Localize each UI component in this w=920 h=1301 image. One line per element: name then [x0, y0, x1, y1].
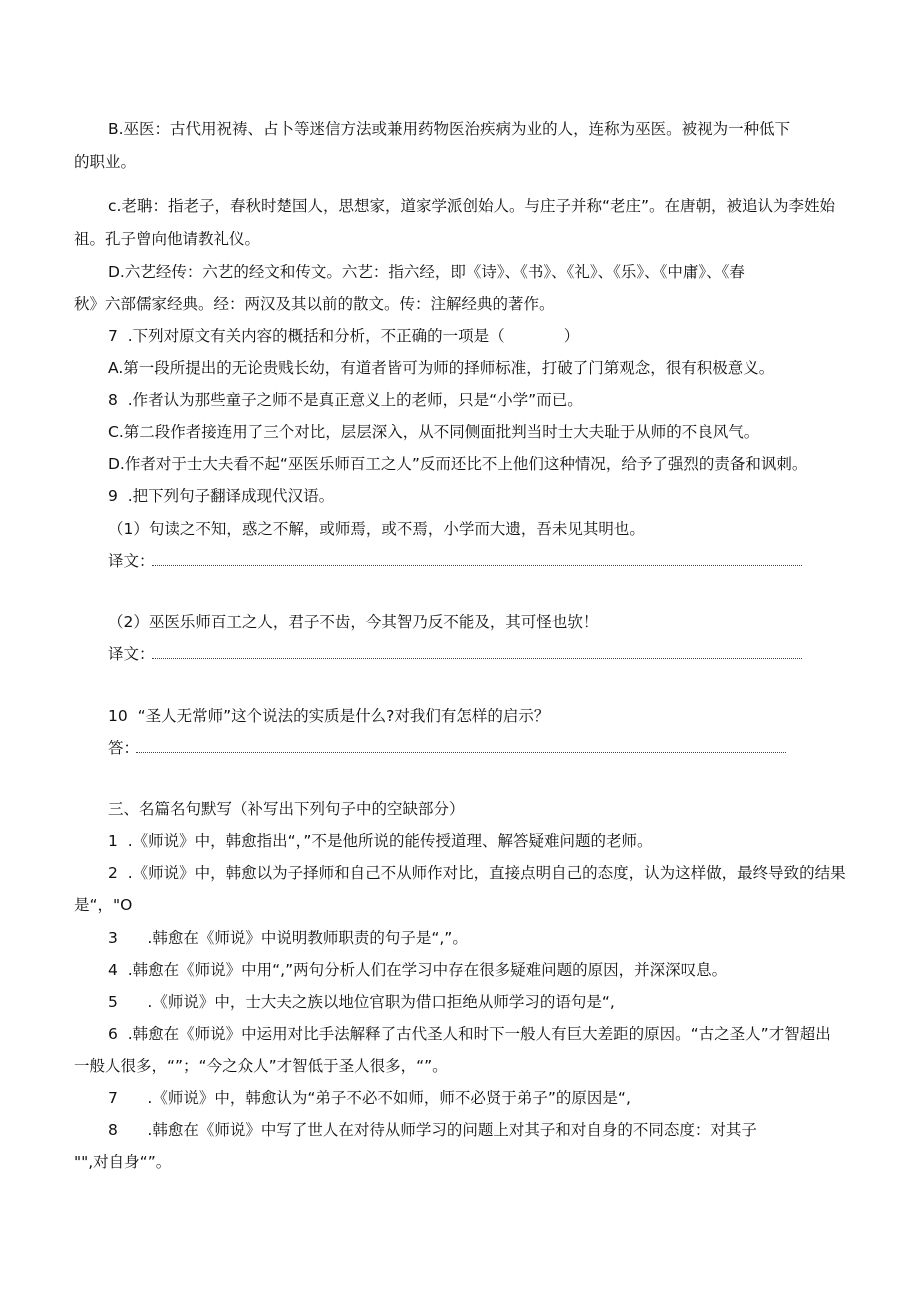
- q10-stem: 10 “圣人无常师”这个说法的实质是什么?对我们有怎样的启示？: [108, 707, 550, 725]
- section3-item-4: 4 .韩愈在《师说》中用“,”两句分析人们在学习中存在很多疑难问题的原因，并深深叹息。: [108, 961, 728, 979]
- section3-title: 三、名篇名句默写（补写出下列句子中的空缺部分）: [108, 800, 465, 818]
- q7-option-c: C.第二段作者接连用了三个对比，层层深入，从不同侧面批判当时士大夫耻于从师的不良风气。: [108, 423, 760, 441]
- section3-item-1: 1 .《师说》中，韩愈指出“，”不是他所说的能传授道理、解答疑难问题的老师。: [108, 832, 653, 850]
- q10-answer-line[interactable]: [136, 752, 786, 753]
- q9-answer-label-1: 译文：: [108, 552, 155, 570]
- section3-item-2-line2: 是“，"O: [74, 896, 133, 914]
- q9-sentence-2: （2）巫医乐师百工之人，君子不齿，今其智乃反不能及，其可怪也欤！: [108, 613, 599, 631]
- section3-item-8-line2: "",对自身“”。: [74, 1153, 172, 1171]
- section3-item-6-line2: 一般人很多，“”；“今之众人”才智低于圣人很多，“”。: [74, 1057, 448, 1075]
- q7-option-b: 8 .作者认为那些童子之师不是真正意义上的老师，只是“小学”而已。: [108, 391, 583, 409]
- section3-item-6-line1: 6 .韩愈在《师说》中运用对比手法解释了古代圣人和时下一般人有巨大差距的原因。“古之圣人”才智超出: [108, 1025, 831, 1043]
- q9-stem: 9 .把下列句子翻译成现代汉语。: [108, 487, 335, 505]
- option-b-line1: B.巫医：古代用祝祷、占卜等迷信方法或兼用药物医治疾病为业的人，连称为巫医。被视为一种低下: [108, 120, 791, 138]
- q9-answer-label-2: 译文：: [108, 645, 155, 663]
- option-b-line2: 的职业。: [74, 153, 137, 171]
- q7-stem: 7 .下列对原文有关内容的概括和分析，不正确的一项是（ ）: [108, 327, 580, 345]
- q10-answer-label: 答：: [108, 739, 140, 757]
- option-c-line2: 祖。孔子曾向他请教礼仪。: [74, 230, 261, 248]
- option-d-line1: D.六艺经传：六艺的经文和传文。六艺：指六经，即《诗》、《书》、《礼》、《乐》、《中庸》、《春: [108, 263, 745, 281]
- q7-option-d: D.作者对于士大夫看不起“巫医乐师百工之人”反而还比不上他们这种情况，给予了强烈的责备和讽刺。: [108, 455, 808, 473]
- q9-answer-line-2[interactable]: [152, 658, 802, 659]
- section3-item-2-line1: 2 .《师说》中，韩愈以为子择师和自己不从师作对比，直接点明自己的态度，认为这样做，最终导致的结果: [108, 864, 846, 882]
- q7-option-a: A.第一段所提出的无论贵贱长幼，有道者皆可为师的择师标准，打破了门第观念，很有积极意义。: [108, 359, 775, 377]
- q9-sentence-1: （1）句读之不知，惑之不解，或师焉，或不焉，小学而大遗，吾未见其明也。: [108, 520, 645, 538]
- section3-item-7: 7 .《师说》中，韩愈认为“弟子不必不如师，师不必贤于弟子”的原因是“,: [108, 1089, 631, 1107]
- section3-item-8-line1: 8 .韩愈在《师说》中写了世人在对待从师学习的问题上对其子和对自身的不同态度：对其子: [108, 1121, 757, 1139]
- option-c-line1: c.老聃：指老子，春秋时楚国人，思想家，道家学派创始人。与庄子并称“老庄”。在唐朝，被追认为李姓始: [108, 197, 836, 215]
- section3-item-5: 5 .《师说》中，士大夫之族以地位官职为借口拒绝从师学习的语句是“,: [108, 993, 615, 1011]
- option-d-line2: 秋》六部儒家经典。经：两汉及其以前的散文。传：注解经典的著作。: [74, 295, 555, 313]
- q9-answer-line-1[interactable]: [152, 565, 802, 566]
- section3-item-3: 3 .韩愈在《师说》中说明教师职责的句子是“,”。: [108, 929, 468, 947]
